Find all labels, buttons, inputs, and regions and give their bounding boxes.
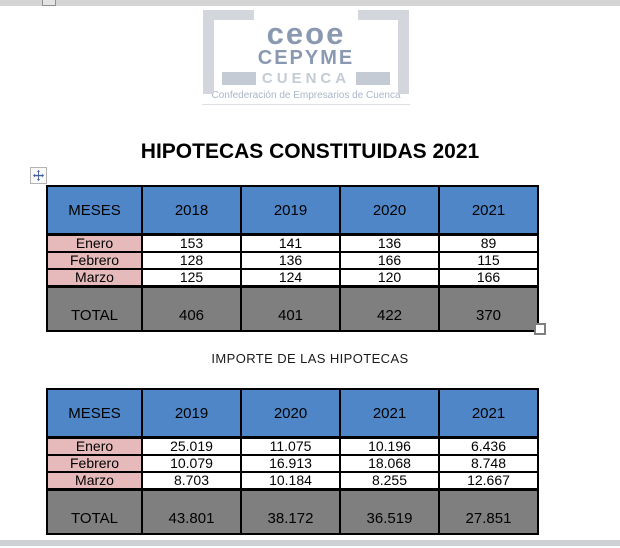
logo-cuenca-text: CUENCA [261, 70, 351, 87]
top-chrome-strip [0, 0, 620, 6]
table-resize-handle[interactable] [534, 323, 546, 335]
value-cell[interactable]: 136 [241, 252, 340, 269]
table-header-row [47, 389, 538, 438]
header-cell[interactable]: 2021 [340, 389, 439, 438]
logo-bracket-right-icon [358, 10, 409, 94]
header-cell[interactable]: 2020 [241, 389, 340, 438]
total-row [47, 490, 538, 535]
value-cell[interactable]: 124 [241, 269, 340, 287]
value-cell[interactable]: 10.184 [241, 472, 340, 490]
value-cell[interactable]: 136 [340, 235, 439, 253]
value-cell[interactable]: 18.068 [340, 455, 439, 472]
table-row [47, 235, 538, 253]
total-value-cell[interactable]: 422 [340, 287, 439, 332]
total-value-cell[interactable]: 38.172 [241, 490, 340, 535]
value-cell[interactable]: 153 [142, 235, 241, 253]
top-margin-marker [42, 0, 56, 6]
value-cell[interactable]: 10.196 [340, 438, 439, 456]
hipotecas-constituidas-table [46, 185, 539, 332]
total-label-cell[interactable]: TOTAL [47, 490, 142, 535]
value-cell[interactable]: 128 [142, 252, 241, 269]
value-cell[interactable]: 166 [439, 269, 538, 287]
value-cell[interactable]: 166 [340, 252, 439, 269]
total-label-cell[interactable]: TOTAL [47, 287, 142, 332]
total-value-cell[interactable]: 36.519 [340, 490, 439, 535]
page-title: HIPOTECAS CONSTITUIDAS 2021 [140, 140, 480, 163]
value-cell[interactable]: 12.667 [439, 472, 538, 490]
table-row [47, 455, 538, 472]
value-cell[interactable]: 115 [439, 252, 538, 269]
value-cell[interactable]: 16.913 [241, 455, 340, 472]
value-cell[interactable]: 120 [340, 269, 439, 287]
total-value-cell[interactable]: 370 [439, 287, 538, 332]
table-move-handle[interactable] [30, 167, 47, 184]
header-cell[interactable]: 2018 [142, 186, 241, 235]
value-cell[interactable]: 11.075 [241, 438, 340, 456]
value-cell[interactable]: 125 [142, 269, 241, 287]
value-cell[interactable]: 89 [439, 235, 538, 253]
month-cell[interactable]: Marzo [47, 472, 142, 490]
total-value-cell[interactable]: 401 [241, 287, 340, 332]
month-cell[interactable]: Febrero [47, 455, 142, 472]
ceoe-cepyme-logo [201, 8, 411, 108]
table-row [47, 472, 538, 490]
total-value-cell[interactable]: 43.801 [142, 490, 241, 535]
table-row [47, 252, 538, 269]
month-cell[interactable]: Febrero [47, 252, 142, 269]
header-cell[interactable]: MESES [47, 389, 142, 438]
value-cell[interactable]: 10.079 [142, 455, 241, 472]
month-cell[interactable]: Enero [47, 438, 142, 456]
month-cell[interactable]: Marzo [47, 269, 142, 287]
logo-ceoe-text: ceoe [266, 16, 346, 51]
logo-divider [202, 104, 410, 105]
total-value-cell[interactable]: 27.851 [439, 490, 538, 535]
header-cell[interactable]: 2019 [142, 389, 241, 438]
header-cell[interactable]: 2019 [241, 186, 340, 235]
value-cell[interactable]: 141 [241, 235, 340, 253]
total-value-cell[interactable]: 406 [142, 287, 241, 332]
table-row [47, 269, 538, 287]
value-cell[interactable]: 8.748 [439, 455, 538, 472]
bottom-scrollbar-strip[interactable] [0, 540, 620, 546]
header-cell[interactable]: 2021 [439, 389, 538, 438]
importe-hipotecas-table [46, 388, 539, 535]
value-cell[interactable]: 6.436 [439, 438, 538, 456]
value-cell[interactable]: 8.703 [142, 472, 241, 490]
value-cell[interactable]: 25.019 [142, 438, 241, 456]
header-cell[interactable]: 2020 [340, 186, 439, 235]
logo-tagline: Confederación de Empresarios de Cuenca [211, 90, 401, 101]
month-cell[interactable]: Enero [47, 235, 142, 253]
logo-bracket-left-icon [203, 10, 254, 94]
importe-subtitle: IMPORTE DE LAS HIPOTECAS [211, 351, 409, 366]
value-cell[interactable]: 8.255 [340, 472, 439, 490]
move-cross-icon [33, 170, 44, 181]
header-cell[interactable]: MESES [47, 186, 142, 235]
table-row [47, 438, 538, 456]
logo-cepyme-text: CEPYME [257, 47, 355, 69]
table-header-row [47, 186, 538, 235]
header-cell[interactable]: 2021 [439, 186, 538, 235]
total-row [47, 287, 538, 332]
